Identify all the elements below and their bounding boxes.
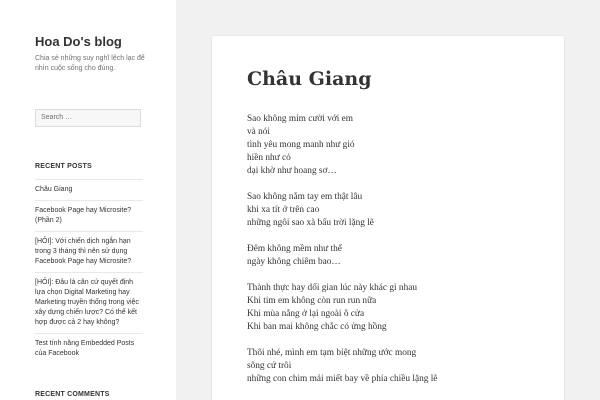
recent-post-link[interactable]: [HỎI]: Với chiến dịch ngắn hạn trong 3 tháng thì nên sử dụng Facebook Page hay Microsite? xyxy=(35,231,143,272)
recent-posts-list xyxy=(35,179,143,364)
post-card xyxy=(212,36,564,400)
poem-stanza xyxy=(247,347,547,386)
recent-posts-heading: RECENT POSTS xyxy=(35,163,92,170)
poem-line: hiền như cỏ xyxy=(247,153,291,163)
poem-line: Khi ban mai không chắc có ửng hồng xyxy=(247,322,387,332)
poem-stanza xyxy=(247,282,547,334)
poem-line: và nói xyxy=(247,127,270,137)
poem-line: những ngôi sao xà bấu trời lặng lẽ xyxy=(247,218,374,228)
poem-line: Thành thực hay dối gian lúc này khác gì nhau xyxy=(247,283,418,293)
poem-line: Sao không nắm tay em thật lâu xyxy=(247,192,363,202)
recent-post-link[interactable]: Facebook Page hay Microsite? (Phần 2) xyxy=(35,200,143,231)
poem-line: Sao không mỉm cười với em xyxy=(247,114,354,124)
search-input[interactable]: Search … xyxy=(35,109,141,127)
post-title[interactable]: Châu Giang xyxy=(247,68,372,90)
recent-post-link[interactable]: Châu Giang xyxy=(35,179,143,200)
post-content xyxy=(247,113,547,399)
poem-line: những con chim mải miết bay về phía chiều lặng lẽ xyxy=(247,374,438,384)
recent-post-link[interactable]: [HỎI]: Đâu là căn cứ quyết định lựa chọn Digital Marketing hay Marketing truyền thống trong việc xây dựng chiến lược? Có thể kết hợp được cả 2 hay không? xyxy=(35,272,143,333)
poem-line: ngày không chiêm bao… xyxy=(247,257,341,267)
poem-stanza xyxy=(247,243,547,269)
poem-line: dại khờ như hoang sơ… xyxy=(247,166,337,176)
poem-line: Khi mùa nắng ở lại ngoài ô cửa xyxy=(247,309,365,319)
sidebar xyxy=(0,0,176,400)
poem-line: Thôi nhé, mình em tạm biệt những ước mong xyxy=(247,348,417,358)
poem-line: tình yêu mong manh như gió xyxy=(247,140,355,150)
poem-line: Khi tim em không còn run run nữa xyxy=(247,296,377,306)
recent-post-link[interactable]: Test tính năng Embedded Posts của Facebook xyxy=(35,333,143,364)
poem-line: khi xa tít ở trên cao xyxy=(247,205,320,215)
recent-comments-heading: RECENT COMMENTS xyxy=(35,391,110,398)
poem-line: Đêm không mềm như thể xyxy=(247,244,342,254)
site-title[interactable]: Hoa Do's blog xyxy=(35,34,122,49)
site-description: Chia sẻ những suy nghĩ lệch lạc để nhìn cuộc sống cho đúng. xyxy=(35,55,145,72)
poem-line: sông cứ trôi xyxy=(247,361,292,371)
poem-stanza xyxy=(247,113,547,178)
poem-stanza xyxy=(247,191,547,230)
